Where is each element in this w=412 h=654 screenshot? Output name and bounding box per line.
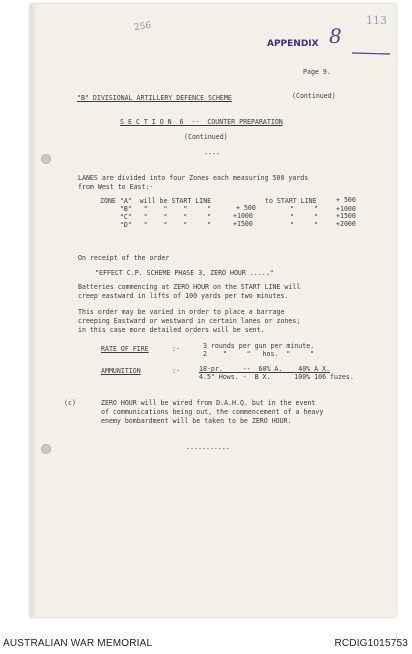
footer-institution: AUSTRALIAN WAR MEMORIAL — [3, 638, 153, 649]
zone-row-c-to: " " — [290, 213, 318, 221]
zone-row-c-first: +1000 — [233, 212, 253, 220]
zone-row-b-last: +1000 — [336, 205, 356, 213]
varied-line2: creeping Eastward or westward in certain lanes or zones; — [78, 317, 301, 325]
page-edge-shadow — [30, 4, 38, 617]
para-c-line3: enemy bombardment will be taken to be ZERO HOUR. — [101, 417, 292, 425]
order-receipt: On receipt of the order — [78, 254, 170, 262]
rate-of-fire-sep: :- — [172, 345, 180, 353]
varied-line3: in this case more detailed orders will be sent. — [78, 326, 265, 334]
page-number: Page 9. — [303, 68, 331, 76]
para-c-line1: ZERO HOUR will be wired from D.A.H.Q. but in the event — [101, 399, 316, 407]
para-c-line2: of communications being out, the commencement of a heavy — [101, 408, 324, 416]
zone-row-c: "C" " " " " — [100, 213, 212, 221]
lanes-intro-line2: from West to East:- — [78, 183, 154, 191]
title-divider: ---- — [204, 150, 220, 158]
rate-of-fire-label: RATE OF FIRE — [101, 345, 149, 353]
zone-row-d-to: " " — [290, 221, 318, 229]
zone-row-b-to: " " — [290, 205, 318, 213]
para-c-marker: (c) — [64, 399, 76, 407]
order-quote: "EFFECT C.P. SCHEME PHASE 3, ZERO HOUR ....." — [95, 269, 274, 277]
rate-of-fire-line2: 2 " " hos. " " — [203, 350, 315, 358]
document-title: "B" DIVISIONAL ARTILLERY DEFENCE SCHEME — [77, 94, 232, 102]
appendix-stamp: APPENDIX — [267, 39, 319, 49]
batteries-line1: Batteries commencing at ZERO HOUR on the START LINE will — [78, 283, 301, 291]
title-suffix: (Continued) — [292, 92, 336, 100]
zone-row-a: ZONE "A" will be START LINE — [100, 197, 212, 205]
end-rule: ----------- — [186, 445, 230, 453]
zone-row-d-last: +2000 — [336, 220, 356, 228]
pencil-number: 256 — [133, 20, 152, 34]
zone-row-c-last: +1500 — [336, 212, 356, 220]
zone-row-b: "B" " " " " — [100, 205, 212, 213]
ammunition-sep: :- — [172, 367, 180, 375]
footer-record-id: RCDIG1015753 — [334, 638, 408, 649]
varied-line1: This order may be varied in order to place a barrage — [78, 308, 285, 316]
ammunition-line1: 18-pr. -- 60% A. 40% A X. — [199, 365, 331, 373]
appendix-number-handwritten: 8 — [329, 24, 342, 48]
zone-row-a-last: + 500 — [336, 196, 356, 204]
folio-number: 113 — [366, 14, 387, 27]
lanes-intro-line1: LANES are divided into four Zones each measuring 500 yards — [78, 174, 309, 182]
zone-row-a-to: to START LINE — [265, 197, 317, 205]
zone-row-d: "D" " " " " — [100, 221, 212, 229]
zone-row-d-first: +1500 — [233, 220, 253, 228]
zone-row-b-first: + 500 — [236, 204, 256, 212]
section-suffix: (Continued) — [184, 133, 228, 141]
punch-hole — [41, 154, 51, 164]
punch-hole — [41, 444, 51, 454]
hand-stroke — [352, 50, 392, 56]
ammunition-label: AMMUNITION — [101, 367, 141, 375]
section-heading: S E C T I O N 6 -- COUNTER PREPARATION — [120, 118, 283, 126]
ammunition-line2: 4.5" Hows. - B X. 100% 106 fuzes. — [199, 373, 354, 381]
batteries-line2: creep eastward in lifts of 100 yards per two minutes. — [78, 292, 289, 300]
rate-of-fire-line1: 3 rounds per gun per minute. — [203, 342, 315, 350]
